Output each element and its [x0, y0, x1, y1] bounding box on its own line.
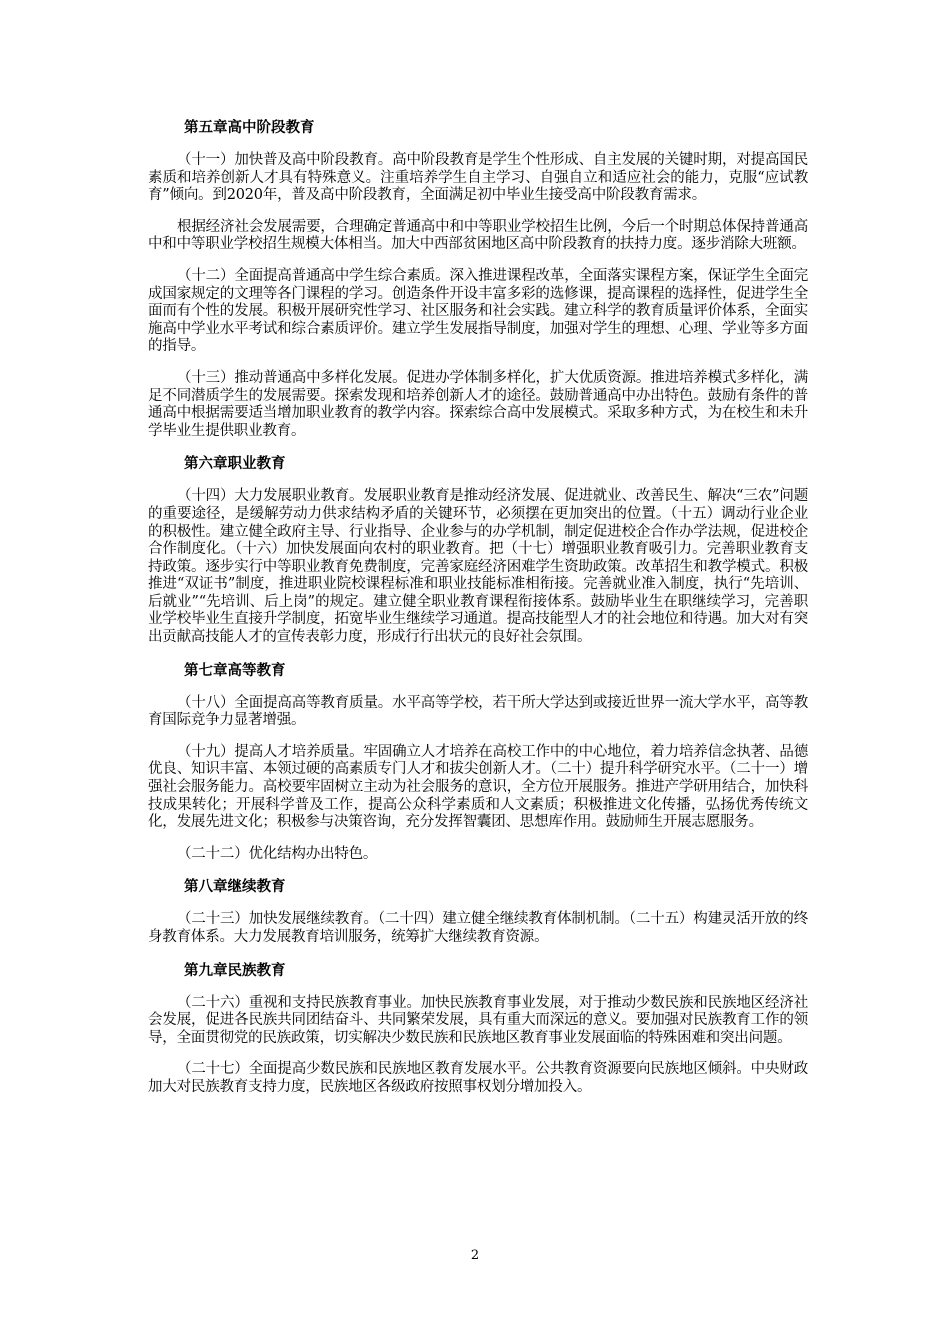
- section-chapter-6: [148, 454, 808, 646]
- paragraph: （十一）加快普及高中阶段教育。高中阶段教育是学生个性形成、自主发展的关键时期，对提高国民素质和培养创新人才具有特殊意义。注重培养学生自主学习、自强自立和适应社会的能力，克服“应试教育”倾向。到2020年，普及高中阶段教育，全面满足初中毕业生接受高中阶段教育需求。: [148, 152, 808, 204]
- paragraph: 根据经济社会发展需要，合理确定普通高中和中等职业学校招生比例，今后一个时期总体保持普通高中和中等职业学校招生规模大体相当。加大中西部贫困地区高中阶段教育的扶持力度。逐步消除大班额。: [148, 218, 808, 253]
- paragraph: （二十七）全面提高少数民族和民族地区教育发展水平。公共教育资源要向民族地区倾斜。中央财政加大对民族教育支持力度，民族地区各级政府按照事权划分增加投入。: [148, 1061, 808, 1095]
- section-chapter-9: [148, 961, 808, 1097]
- page-number: 2: [470, 1248, 480, 1263]
- chapter-title: 第八章继续教育: [184, 878, 286, 896]
- section-chapter-7: [148, 661, 808, 864]
- chapter-title: 第五章高中阶段教育: [184, 119, 315, 136]
- paragraph: （二十二）优化结构办出特色。: [177, 845, 378, 862]
- chapter-title: 第六章职业教育: [184, 455, 286, 473]
- paragraph: （十八）全面提高高等教育质量。水平高等学校，若干所大学达到或接近世界一流大学水平，高等教育国际竞争力显著增强。: [148, 694, 808, 729]
- paragraph: （二十六）重视和支持民族教育事业。加快民族教育事业发展，对于推动少数民族和民族地区经济社会发展，促进各民族共同团结奋斗、共同繁荣发展，具有重大而深远的意义。要加强对民族教育工作的领导，全面贯彻党的民族政策，切实解决少数民族和民族地区教育事业发展面临的特殊困难和突出问题。: [148, 994, 808, 1046]
- paragraph: （十九）提高人才培养质量。牢固确立人才培养在高校工作中的中心地位，着力培养信念执著、品德优良、知识丰富、本领过硬的高素质专门人才和拔尖创新人才。（二十）提升科学研究水平。（二十一）增强社会服务能力。高校要牢固树立主动为社会服务的意识，全方位开展服务。推进产学研用结合，加快科技成果转化；开展科学普及工作，提高公众科学素质和人文素质；积极推进文化传播，弘扬优秀传统文化，发展先进文化；积极参与决策咨询，充分发挥智囊团、思想库作用。鼓励师生开展志愿服务。: [148, 743, 808, 831]
- chapter-title: 第七章高等教育: [184, 661, 286, 679]
- chapter-title: 第九章民族教育: [184, 961, 286, 979]
- document-body: [148, 118, 808, 1111]
- section-chapter-8: [148, 877, 808, 946]
- paragraph: （十二）全面提高普通高中学生综合素质。深入推进课程改革，全面落实课程方案，保证学生全面完成国家规定的文理等各门课程的学习。创造条件开设丰富多彩的选修课，提高课程的选择性，促进学生全面而有个性的发展。积极开展研究性学习、社区服务和社会实践。建立科学的教育质量评价体系，全面实施高中学业水平考试和综合素质评价。建立学生发展指导制度，加强对学生的理想、心理、学业等多方面的指导。: [148, 267, 808, 355]
- document-page: [148, 0, 808, 1344]
- paragraph: （十三）推动普通高中多样化发展。促进办学体制多样化，扩大优质资源。推进培养模式多样化，满足不同潜质学生的发展需要。探索发现和培养创新人才的途径。鼓励普通高中办出特色。鼓励有条件的普通高中根据需要适当增加职业教育的教学内容。探索综合高中发展模式。采取多种方式，为在校生和未升学毕业生提供职业教育。: [148, 369, 808, 439]
- section-chapter-5: [148, 118, 808, 440]
- paragraph: （二十三）加快发展继续教育。（二十四）建立健全继续教育体制机制。（二十五）构建灵活开放的终身教育体系。大力发展教育培训服务，统筹扩大继续教育资源。: [148, 911, 808, 945]
- paragraph: （十四）大力发展职业教育。发展职业教育是推动经济发展、促进就业、改善民生、解决“三农”问题的重要途径，是缓解劳动力供求结构矛盾的关键环节，必须摆在更加突出的位置。（十五）调动行业企业的积极性。建立健全政府主导、行业指导、企业参与的办学机制，制定促进校企合作办学法规，促进校企合作制度化。（十六）加快发展面向农村的职业教育。把（十七）增强职业教育吸引力。完善职业教育支持政策。逐步实行中等职业教育免费制度，完善家庭经济困难学生资助政策。改革招生和教学模式。积极推进“双证书”制度，推进职业院校课程标准和职业技能标准相衔接。完善就业准入制度，执行“先培训、后就业”“先培训、后上岗”的规定。建立健全职业教育课程衔接体系。鼓励毕业生在职继续学习，完善职业学校毕业生直接升学制度，拓宽毕业生继续学习通道。提高技能型人才的社会地位和待遇。加大对有突出贡献高技能人才的宣传表彰力度，形成行行出状元的良好社会氛围。: [148, 488, 808, 646]
